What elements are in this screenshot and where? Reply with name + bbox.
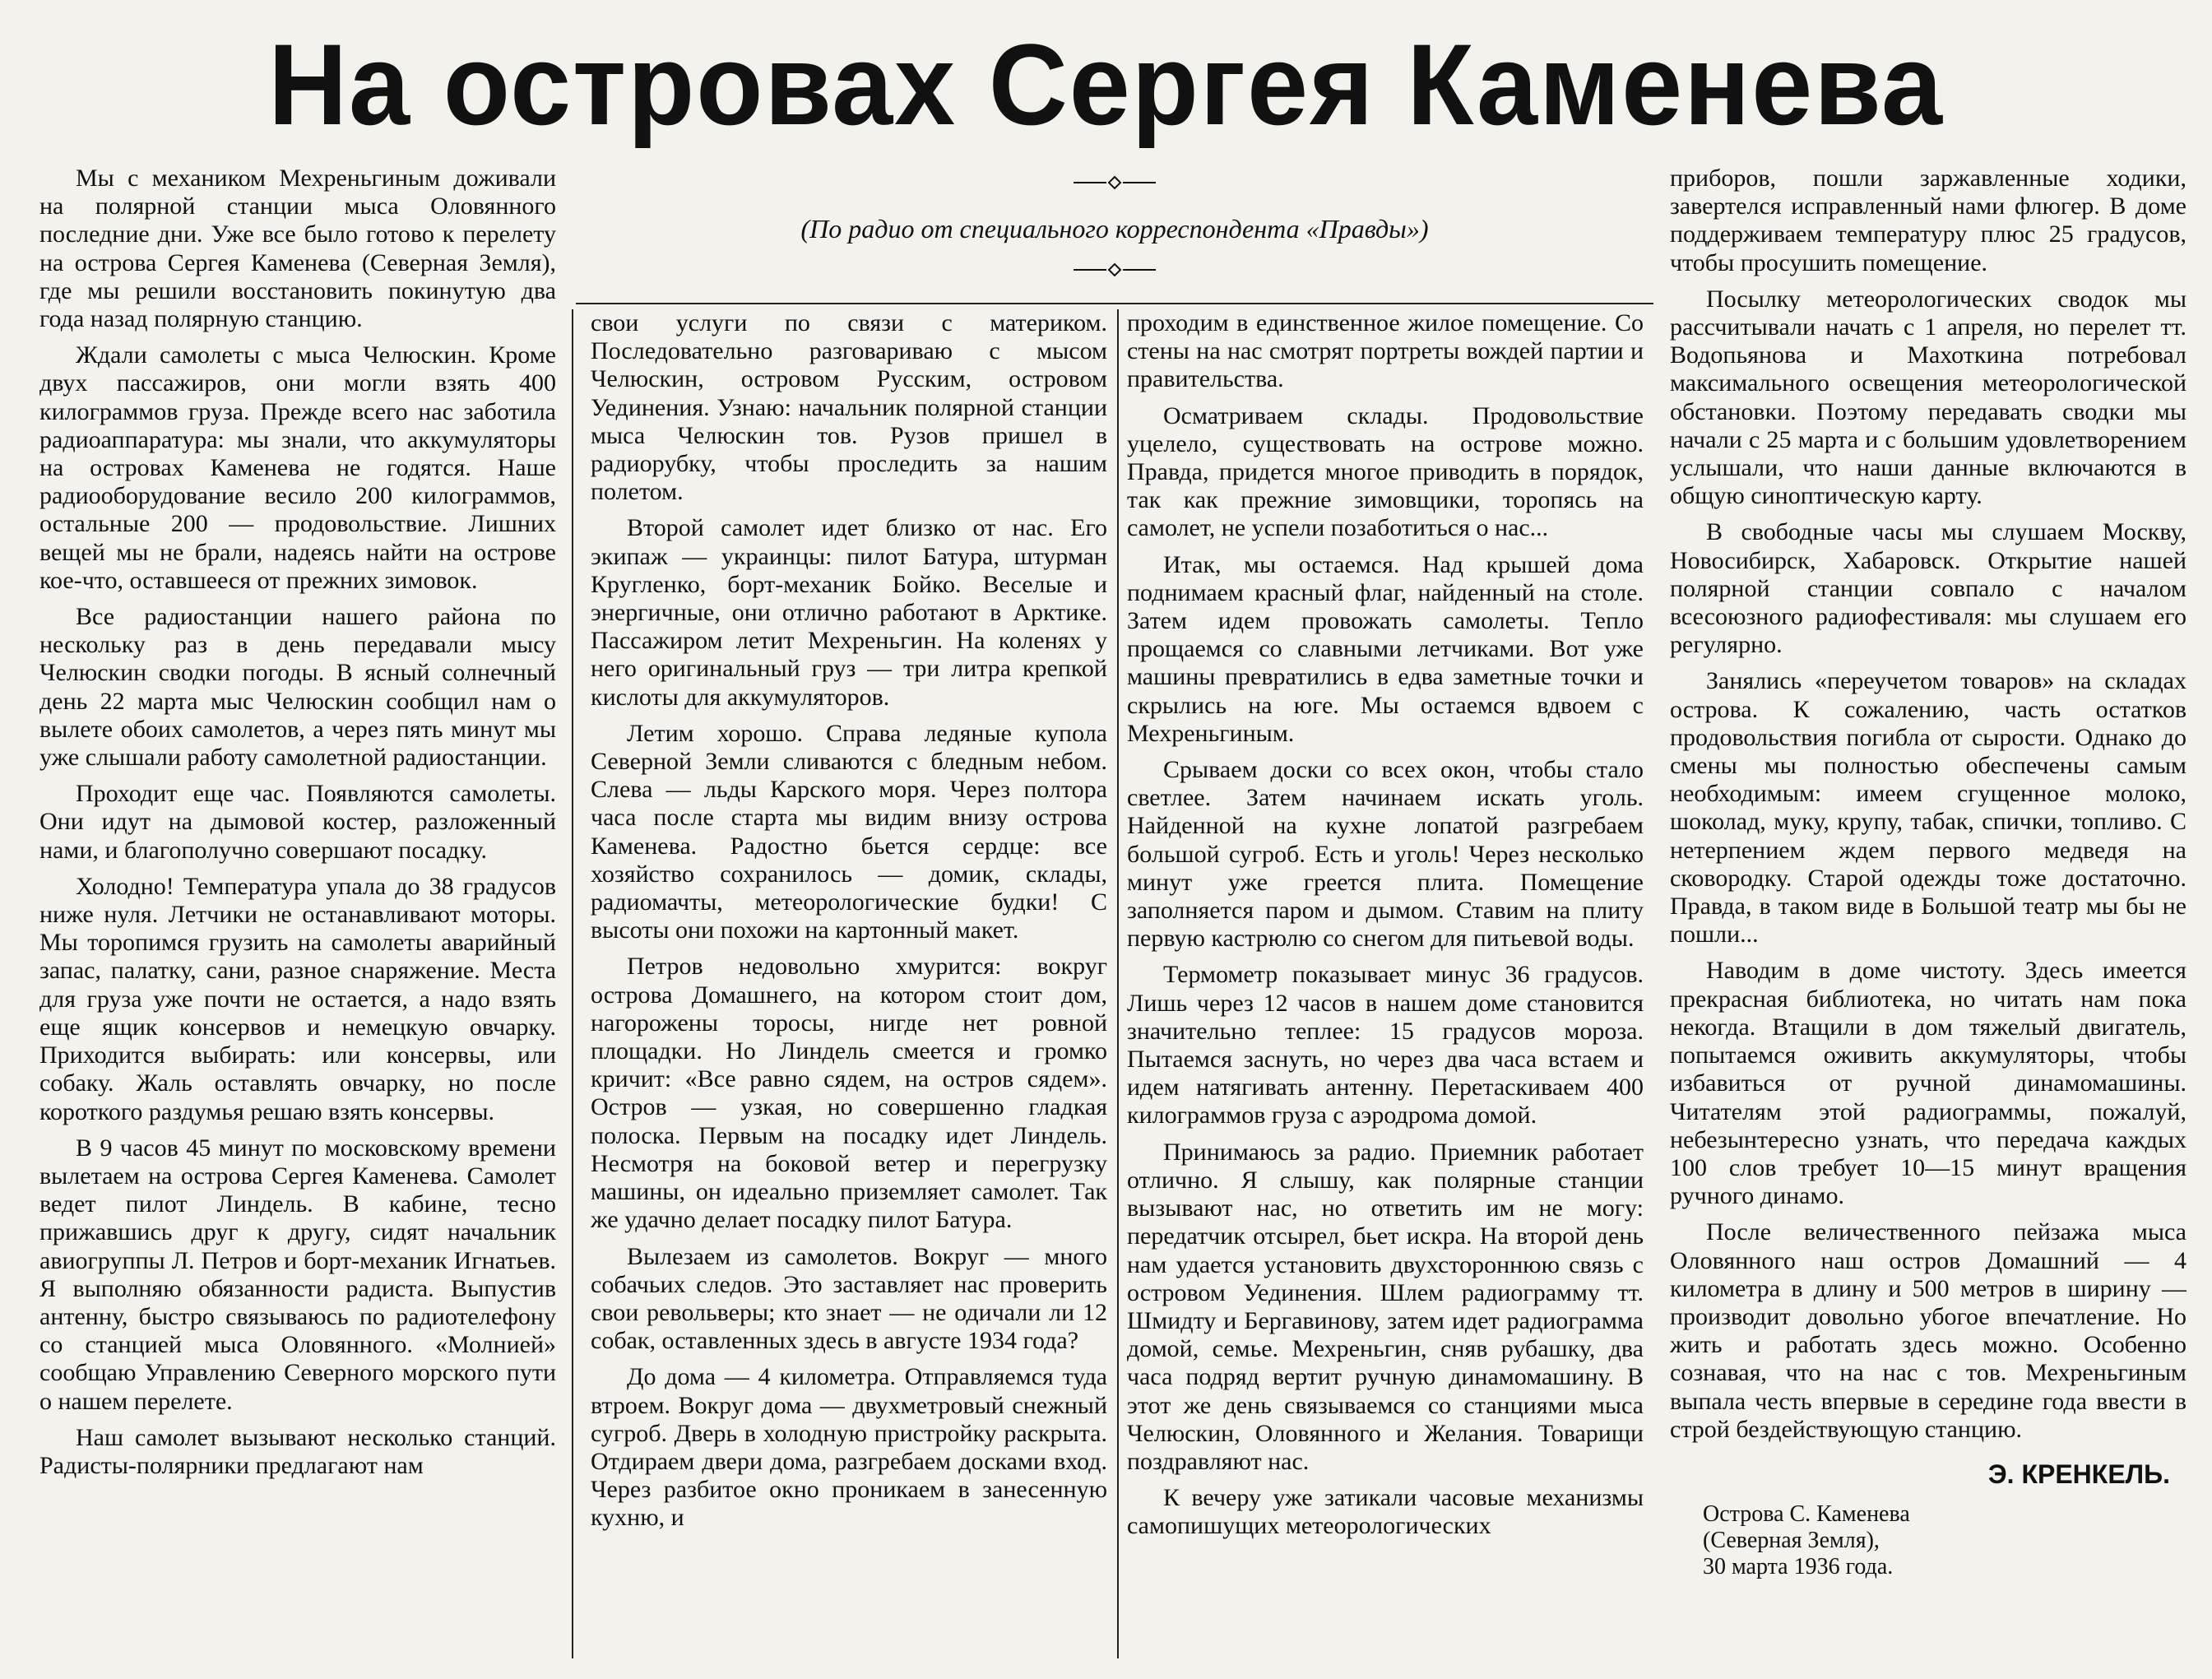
dateline-line: (Северная Земля), xyxy=(1703,1528,1880,1554)
paragraph: приборов, пошли заржавленные ходики, завертелся исправленный нами флюгер. В доме поддерживаем температуру плюс 25 градусов, чтобы просушить помещение. xyxy=(1670,165,2186,276)
column-top-rule xyxy=(576,303,1653,304)
article-column-3 xyxy=(1127,309,1644,1670)
dateline xyxy=(1703,1501,2186,1580)
author-signature: Э. КРЕНКЕЛЬ. xyxy=(1987,1459,2170,1489)
paragraph: В 9 часов 45 минут по московскому времени вылетаем на острова Сергея Каменева. Самолет ведет пилот Линдель. В кабине, тесно прижавшись друг к другу, сидят начальник авиогруппы Л. Петров и борт-механик Игнатьев. Я выполняю обязанности радиста. Выпустив антенну, быстро связываюсь по радиотелефону со станцией мыса Оловянного. «Молнией» сообщаю Управлению Северного морского пути о нашем перелете. xyxy=(39,1134,556,1415)
dateline-line: 30 марта 1936 года. xyxy=(1703,1554,1894,1580)
paragraph: Осматриваем склады. Продовольствие уцелело, существовать на острове можно. Правда, придется многое приводить в порядок, так как прежние зимовщики, торопясь на самолет, не успели позаботиться о нас... xyxy=(1127,401,1644,542)
paragraph: Все радиостанции нашего района по нескольку раз в день передавали мысу Челюскин сводки погоды. В ясный солнечный день 22 марта мыс Челюскин сообщил нам о вылете обоих самолетов, а через пять минут мы уже слышали работу самолетной радиостанции. xyxy=(39,603,556,772)
paragraph: проходим в единственное жилое помещение. Со стены на нас смотрят портреты вождей партии и правительства. xyxy=(1127,309,1644,393)
subtitle: (По радио от специального корреспондента «Правды») xyxy=(800,214,1429,244)
paragraph: До дома — 4 километра. Отправляемся туда втроем. Вокруг дома — двухметровый снежный сугроб. Дверь в холодную пристройку раскрыта. Отдираем двери дома, разгребаем досками вход. Через разбитое окно проникаем в занесенную кухню, и xyxy=(591,1363,1107,1532)
paragraph: Второй самолет идет близко от нас. Его экипаж — украинцы: пилот Батура, штурман Кругленко, борт-механик Бойко. Веселые и энергичные, они отлично работают в Арктике. Пассажиром летит Мехреньгин. На коленях у него оригинальный груз — три литра крепкой кислоты для аккумуляторов. xyxy=(591,514,1107,711)
paragraph: Посылку метеорологических сводок мы рассчитывали начать с 1 апреля, но перелет тт. Водопьянова и Махоткина потребовал максимального освещения метеорологической обстановки. Поэтому передавать сводки мы начали с 25 марта и с большим удовлетворением услышали, что наши данные включаются в общую синоптическую карту. xyxy=(1670,285,2186,510)
article-column-4 xyxy=(1670,165,2186,1670)
paragraph: Срываем доски со всех окон, чтобы стало светлее. Затем начинаем искать уголь. Найденной на кухне лопатой разгребаем большой сугроб. Есть и уголь! Через несколько минут уже греется плита. Помещение заполняется паром и дымом. Ставим на плиту первую кастрюлю со снегом для питьевой воды. xyxy=(1127,756,1644,953)
paragraph: Ждали самолеты с мыса Челюскин. Кроме двух пассажиров, они могли взять 400 килограммов груза. Прежде всего нас заботила радиоаппаратура: мы знали, что аккумуляторы на островах Каменева не годятся. Наше радиооборудование весило 200 килограммов, остальные 200 — продовольствие. Лишних вещей мы не брали, надеясь найти на острове кое-что, оставшееся от прежних зимовок. xyxy=(39,341,556,594)
paragraph: Холодно! Температура упала до 38 градусов ниже нуля. Летчики не останавливают моторы. Мы торопимся грузить на самолеты аварийный запас, палатку, сани, разное снаряжение. Места для груза уже почти не остается, а надо взять еще ящик консервов и немецкую овчарку. Приходится выбирать: или консервы, или собаку. Жаль оставлять овчарку, но после короткого раздумья решаю взять консервы. xyxy=(39,872,556,1125)
ornament-divider xyxy=(1074,174,1156,191)
paragraph: Вылезаем из самолетов. Вокруг — много собачьих следов. Это заставляет нас проверить свои револьверы; кто знает — не одичали ли 12 собак, оставленных здесь в августе 1934 года? xyxy=(591,1242,1107,1355)
paragraph: В свободные часы мы слушаем Москву, Новосибирск, Хабаровск. Открытие нашей полярной станции совпало с началом всесоюзного радиофестиваля: мы слушаем его регулярно. xyxy=(1670,518,2186,659)
paragraph: Занялись «переучетом товаров» на складах острова. К сожалению, часть остатков продовольствия погибла от сырости. Однако до смены мы полностью обеспечены самым необходимым: имеем сгущенное молоко, шоколад, муку, крупу, табак, спички, топливо. С нетерпением ждем первого медведя на сковородку. Старой одежды тоже достаточно. Правда, в таком виде в Большой театр мы бы не пошли... xyxy=(1670,667,2186,948)
paragraph: Наводим в доме чистоту. Здесь имеется прекрасная библиотека, но читать нам пока некогда. Втащили в дом тяжелый двигатель, попытаемся оживить аккумуляторы, чтобы избавиться от ручной динамомашины. Читателям этой радиограммы, пожалуй, небезынтересно узнать, что передача каждых 100 слов требует 10—15 минут вращения ручного динамо. xyxy=(1670,957,2186,1210)
dateline-line: Острова С. Каменева xyxy=(1703,1501,1910,1528)
paragraph: Мы с механиком Мехреньгиным доживали на полярной станции мыса Оловянного последние дни. Уже все было готово к перелету на острова Сергея Каменева (Северная Земля), где мы решили восстановить покинутую два года назад полярную станцию. xyxy=(39,165,556,333)
paragraph: После величественного пейзажа мыса Оловянного наш остров Домашний — 4 километра в длину и 500 метров в ширину — производит довольно убогое впечатление. Но жить и работать здесь можно. Особенно сознавая, что на нас с тов. Мехреньгиным выпала честь впервые в середине года ввести в строй бездействующую станцию. xyxy=(1670,1218,2186,1443)
article-column-2 xyxy=(591,309,1107,1670)
paragraph: Термометр показывает минус 36 градусов. Лишь через 12 часов в нашем доме становится значительно теплее: 15 градусов мороза. Пытаемся заснуть, но через два часа встаем и идем натягивать антенну. Перетаскиваем 400 килограммов груза с аэродрома домой. xyxy=(1127,961,1644,1129)
paragraph: Петров недовольно хмурится: вокруг острова Домашнего, на котором стоит дом, нагорожены торосы, нигде нет ровной площадки. Но Линдель смеется и громко кричит: «Все равно сядем, на остров сядем». Остров — узкая, но совершенно гладкая полоска. Первым на посадку идет Линдель. Несмотря на боковой ветер и перегрузку машины, он идеально приземляет самолет. Так же удачно делает посадку пилот Батура. xyxy=(591,953,1107,1234)
column-divider xyxy=(1117,309,1119,1658)
paragraph: Летим хорошо. Справа ледяные купола Северной Земли сливаются с бледным небом. Слева — льды Карского моря. Через полтора часа после старта мы видим внизу острова Каменева. Радостно бьется сердце: все хозяйство сохранилось — домик, склады, радиомачты, метеорологические будки! С высоты они похожи на картонный макет. xyxy=(591,719,1107,944)
headline: На островах Сергея Каменева xyxy=(268,20,1944,149)
column-divider xyxy=(572,309,573,1658)
ornament-divider xyxy=(1074,262,1156,278)
paragraph: Принимаюсь за радио. Приемник работает отлично. Я слышу, как полярные станции вызывают нас, но ответить им не могу: передатчик отсырел, бьет искра. На второй день нам удается установить двухстороннюю связь с островом Уединения. Шлем радиограмму тт. Шмидту и Бергавинову, затем идет радиограмма домой, семье. Мехреньгин, сняв рубашку, два часа подряд вертит ручную динамомашину. В этот же день связываемся со станциями мыса Челюскин, Оловянного и Желания. Товарищи поздравляют нас. xyxy=(1127,1138,1644,1475)
paragraph: Итак, мы остаемся. Над крышей дома поднимаем красный флаг, найденный на столе. Затем идем провожать самолеты. Тепло прощаемся со славными летчиками. Вот уже машины превратились в едва заметные точки и скрылись на юге. Мы остаемся вдвоем с Мехреньгиным. xyxy=(1127,550,1644,747)
paragraph: Наш самолет вызывают несколько станций. Радисты-полярники предлагают нам xyxy=(39,1423,556,1479)
paragraph: свои услуги по связи с материком. Последовательно разговариваю с мысом Челюскин, островом Русским, островом Уединения. Узнаю: начальник полярной станции мыса Челюскин тов. Рузов пришел в радиорубку, чтобы проследить за нашим полетом. xyxy=(591,309,1107,506)
paragraph: К вечеру уже затикали часовые механизмы самопишущих метеорологических xyxy=(1127,1484,1644,1540)
paragraph: Проходит еще час. Появляются самолеты. Они идут на дымовой костер, разложенный нами, и благополучно совершают посадку. xyxy=(39,780,556,864)
article-column-1 xyxy=(39,165,556,1670)
